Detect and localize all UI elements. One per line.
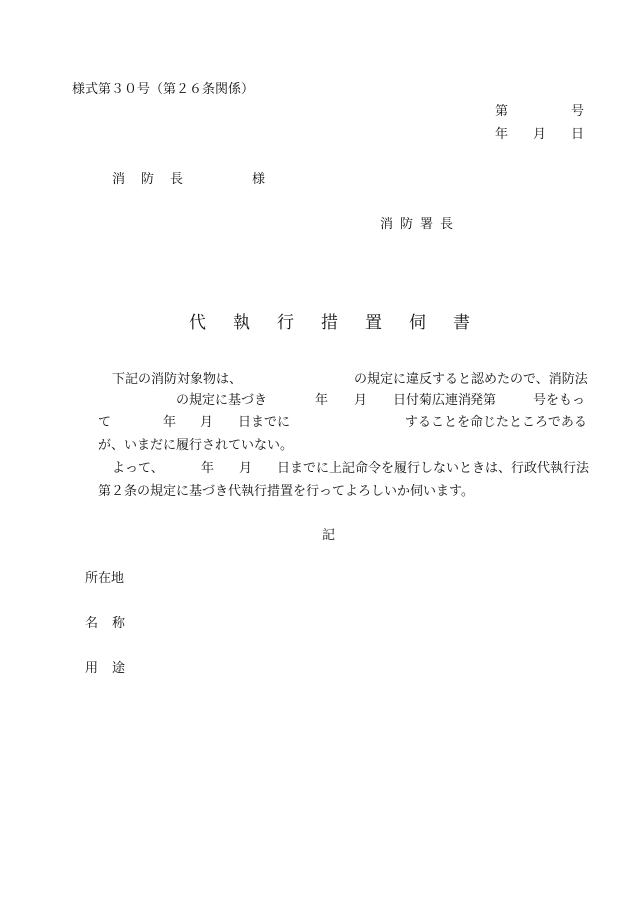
- form-number: 様式第３０号（第２６条関係）: [72, 82, 255, 97]
- item-use-label: 用途: [85, 661, 140, 676]
- date-year-label: 年: [495, 127, 509, 142]
- addressee-honorific: 様: [252, 172, 266, 187]
- notes-heading: 記: [322, 528, 336, 543]
- body-text-segment: 日までに: [238, 415, 291, 430]
- body-text-segment: て: [98, 415, 112, 430]
- date-month-label: 月: [533, 127, 547, 142]
- body-text-segment: の規定に基づき: [176, 393, 268, 408]
- body-text-segment: 月: [200, 415, 214, 430]
- body-text-segment: 年: [163, 415, 177, 430]
- body-text-segment: 月: [239, 461, 253, 476]
- body-text-segment: が、いまだに履行されていない。: [98, 438, 294, 453]
- doc-number-suffix: 号: [571, 104, 585, 119]
- date-day-label: 日: [571, 127, 585, 142]
- body-text-segment: 号をもっ: [533, 393, 586, 408]
- document-title: 代執行措置伺書: [189, 313, 497, 333]
- item-location-label: 所在地: [85, 571, 125, 586]
- body-text-segment: 年: [315, 393, 329, 408]
- body-text-segment: よって、: [112, 461, 164, 476]
- body-text-segment: 第２条の規定に基づき代執行措置を行ってよろしいか伺います。: [98, 484, 474, 499]
- body-text-segment: 月: [354, 393, 368, 408]
- sender-title: 消防署長: [380, 217, 461, 232]
- body-text-segment: 日付菊広連消: [393, 393, 472, 408]
- body-text-segment: 発第: [470, 393, 497, 408]
- doc-number-prefix: 第: [495, 104, 509, 119]
- body-text-segment: 年: [201, 461, 215, 476]
- body-text-segment: 日までに上記命令を履行しないときは、行政代執行法: [277, 461, 590, 476]
- addressee-title: 消防長: [112, 172, 200, 187]
- body-text-segment: することを命じたところである: [405, 415, 587, 430]
- body-text-segment: の規定に違反すると認めたので、消防法: [354, 372, 588, 387]
- body-text-segment: 下記の消防対象物は、: [112, 372, 243, 387]
- item-name-label: 名称: [85, 616, 140, 631]
